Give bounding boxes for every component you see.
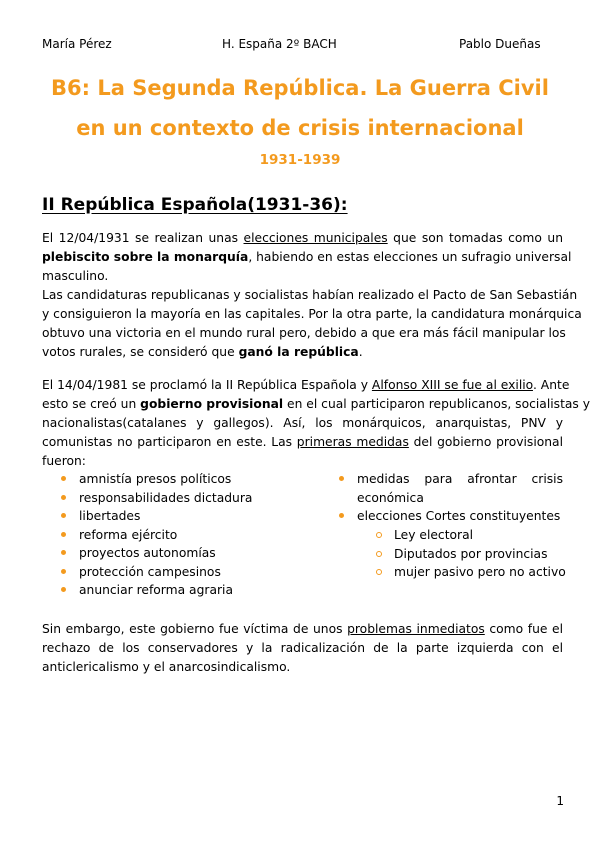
page-subtitle-years: 1931-1939: [259, 152, 341, 168]
paragraph-3: [42, 620, 563, 677]
list-item: elecciones Cortes constituyentes: [335, 507, 563, 526]
list-item-continuation: económica: [357, 490, 424, 505]
paragraph-2-line: esto se creó un gobierno provisional en el cual participaron republicanos, socialistas y: [42, 397, 591, 411]
bullet-icon: [61, 587, 66, 592]
header-author-right: Pablo Dueñas: [459, 37, 541, 51]
paragraph-1-line: votos rurales, se consideró que ganó la república.: [42, 345, 363, 359]
paragraph-1: [42, 229, 582, 362]
paragraph-1-line: El 12/04/1931 se realizan unas elecciones municipales que son tomadas como un: [42, 231, 563, 245]
list-item: medidas para afrontar crisis: [335, 470, 563, 489]
bullet-icon: [61, 513, 66, 518]
bullet-icon: [61, 569, 66, 574]
bullet-icon: [61, 495, 66, 500]
list-item: libertades: [57, 507, 252, 526]
bullet-icon: [61, 550, 66, 555]
header-course: H. España 2º BACH: [222, 37, 337, 51]
paragraph-2-line: fueron:: [42, 454, 86, 468]
list-item: proyectos autonomías: [57, 544, 252, 563]
list-item: Ley electoral: [372, 526, 566, 545]
hollow-bullet-icon: [376, 551, 382, 557]
section-heading: II República Española(1931-36):: [42, 195, 348, 215]
list-item: Diputados por provincias: [372, 545, 566, 564]
list-item: amnistía presos políticos: [57, 470, 252, 489]
bullet-icon: [339, 476, 344, 481]
paragraph-1-line: y consiguieron la mayoría en las capitales. Por la otra parte, la candidatura monárquica: [42, 307, 582, 321]
paragraph-3-line: Sin embargo, este gobierno fue víctima de unos problemas inmediatos como fue el: [42, 622, 563, 636]
header-author-left: María Pérez: [42, 37, 112, 51]
bullet-icon: [339, 513, 344, 518]
paragraph-3-line: rechazo de los conservadores y la radicalización de la parte izquierda con el: [42, 641, 563, 655]
paragraph-1-line: masculino.: [42, 269, 109, 283]
paragraph-1-line: obtuvo una victoria en el mundo rural pero, debido a que era más fácil manipular los: [42, 326, 566, 340]
list-item: mujer pasivo pero no activo: [372, 563, 566, 582]
measures-list-left: [57, 470, 252, 600]
paragraph-2: [42, 376, 591, 471]
bullet-icon: [61, 476, 66, 481]
paragraph-3-line: anticlericalismo y el anarcosindicalismo.: [42, 660, 291, 674]
list-item: responsabilidades dictadura: [57, 489, 252, 508]
page-title-line-1: B6: La Segunda República. La Guerra Civil: [51, 76, 549, 100]
measures-sublist: [372, 526, 566, 582]
list-item: anunciar reforma agraria: [57, 581, 252, 600]
paragraph-2-line: comunistas no participaron en este. Las primeras medidas del gobierno provisional: [42, 435, 563, 449]
paragraph-2-line: nacionalistas(catalanes y gallegos). Así, los monárquicos, anarquistas, PNV y: [42, 416, 563, 430]
paragraph-1-line: plebiscito sobre la monarquía, habiendo en estas elecciones un sufragio universal: [42, 250, 572, 264]
paragraph-1-line: Las candidaturas republicanas y socialistas habían realizado el Pacto de San Sebastián: [42, 288, 578, 302]
hollow-bullet-icon: [376, 532, 382, 538]
hollow-bullet-icon: [376, 569, 382, 575]
page-title-line-2: en un contexto de crisis internacional: [76, 116, 524, 140]
measures-list-right: [335, 470, 563, 526]
list-item: reforma ejército: [57, 526, 252, 545]
link-elecciones-municipales: elecciones municipales: [243, 231, 388, 245]
page-number: 1: [556, 794, 564, 808]
list-item: protección campesinos: [57, 563, 252, 582]
bullet-icon: [61, 532, 66, 537]
paragraph-2-line: El 14/04/1981 se proclamó la II República Española y Alfonso XIII se fue al exilio. Ante: [42, 378, 570, 392]
